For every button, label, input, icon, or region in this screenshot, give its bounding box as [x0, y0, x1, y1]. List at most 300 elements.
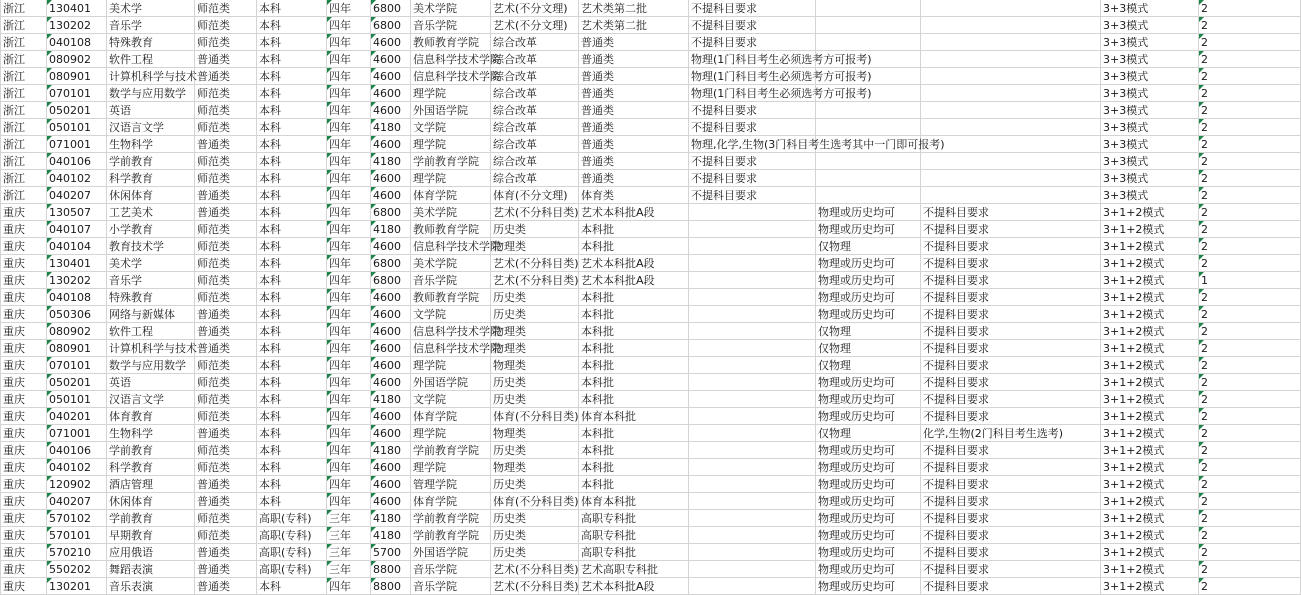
cell-major-category[interactable]: 普通类 [195, 51, 257, 68]
cell-education-level[interactable]: 本科 [257, 578, 327, 595]
cell-province[interactable]: 浙江 [1, 34, 47, 51]
cell-exam-mode[interactable]: 3+1+2模式 [1101, 323, 1199, 340]
cell-major-name[interactable]: 汉语言文学 [107, 391, 195, 408]
cell-subject-requirement[interactable] [689, 306, 816, 323]
cell-duration[interactable]: 四年 [327, 187, 371, 204]
cell-province[interactable]: 浙江 [1, 51, 47, 68]
cell-major-name[interactable]: 网络与新媒体 [107, 306, 195, 323]
cell-subject-requirement[interactable] [689, 204, 816, 221]
cell-education-level[interactable]: 高职(专科) [257, 544, 327, 561]
cell-re-select-requirement[interactable]: 不提科目要求 [921, 306, 1101, 323]
cell-exam-mode[interactable]: 3+3模式 [1101, 119, 1199, 136]
cell-major-category[interactable]: 师范类 [195, 527, 257, 544]
cell-education-level[interactable]: 本科 [257, 34, 327, 51]
cell-admission-batch[interactable]: 本科批 [579, 442, 689, 459]
cell-province[interactable]: 浙江 [1, 17, 47, 34]
cell-college[interactable]: 学前教育学院 [411, 442, 491, 459]
cell-major-category[interactable]: 普通类 [195, 578, 257, 595]
cell-college[interactable]: 外国语学院 [411, 374, 491, 391]
cell-subject-type[interactable]: 艺术(不分科目类) [491, 578, 579, 595]
cell-major-name[interactable]: 体育教育 [107, 408, 195, 425]
cell-duration[interactable]: 三年 [327, 527, 371, 544]
cell-exam-mode[interactable]: 3+3模式 [1101, 153, 1199, 170]
cell-major-name[interactable]: 休闲体育 [107, 493, 195, 510]
cell-subject-requirement[interactable] [689, 442, 816, 459]
cell-tuition[interactable]: 4180 [371, 153, 411, 170]
cell-college[interactable]: 美术学院 [411, 255, 491, 272]
cell-tuition[interactable]: 4180 [371, 527, 411, 544]
cell-education-level[interactable]: 本科 [257, 459, 327, 476]
cell-major-name[interactable]: 酒店管理 [107, 476, 195, 493]
cell-major-name[interactable]: 计算机科学与技术 [107, 68, 195, 85]
cell-plan-count[interactable]: 2 [1199, 323, 1301, 340]
cell-subject-type[interactable]: 综合改革 [491, 34, 579, 51]
cell-tuition[interactable]: 4180 [371, 510, 411, 527]
cell-major-code[interactable]: 071001 [47, 136, 107, 153]
cell-re-select-requirement[interactable]: 不提科目要求 [921, 255, 1101, 272]
cell-tuition[interactable]: 4600 [371, 102, 411, 119]
cell-plan-count[interactable]: 2 [1199, 238, 1301, 255]
cell-exam-mode[interactable]: 3+1+2模式 [1101, 357, 1199, 374]
cell-subject-requirement[interactable] [689, 510, 816, 527]
cell-college[interactable]: 体育学院 [411, 408, 491, 425]
cell-tuition[interactable]: 4600 [371, 357, 411, 374]
cell-education-level[interactable]: 高职(专科) [257, 561, 327, 578]
cell-major-category[interactable]: 师范类 [195, 85, 257, 102]
cell-subject-type[interactable]: 历史类 [491, 544, 579, 561]
cell-plan-count[interactable]: 1 [1199, 272, 1301, 289]
cell-admission-batch[interactable]: 普通类 [579, 153, 689, 170]
cell-exam-mode[interactable]: 3+3模式 [1101, 102, 1199, 119]
cell-province[interactable]: 浙江 [1, 136, 47, 153]
cell-duration[interactable]: 四年 [327, 374, 371, 391]
cell-major-category[interactable]: 普通类 [195, 306, 257, 323]
cell-major-name[interactable]: 舞蹈表演 [107, 561, 195, 578]
cell-exam-mode[interactable]: 3+1+2模式 [1101, 374, 1199, 391]
cell-college[interactable]: 文学院 [411, 119, 491, 136]
cell-exam-mode[interactable]: 3+1+2模式 [1101, 425, 1199, 442]
cell-first-subject[interactable] [816, 34, 921, 51]
cell-subject-type[interactable]: 综合改革 [491, 68, 579, 85]
cell-subject-type[interactable]: 综合改革 [491, 153, 579, 170]
cell-education-level[interactable]: 本科 [257, 0, 327, 17]
cell-first-subject[interactable] [816, 0, 921, 17]
cell-major-name[interactable]: 科学教育 [107, 170, 195, 187]
cell-exam-mode[interactable]: 3+1+2模式 [1101, 561, 1199, 578]
cell-first-subject[interactable] [816, 102, 921, 119]
cell-plan-count[interactable]: 2 [1199, 17, 1301, 34]
cell-admission-batch[interactable]: 本科批 [579, 425, 689, 442]
cell-major-code[interactable]: 570102 [47, 510, 107, 527]
cell-province[interactable]: 浙江 [1, 68, 47, 85]
cell-major-code[interactable]: 130201 [47, 578, 107, 595]
cell-major-category[interactable]: 师范类 [195, 153, 257, 170]
cell-major-code[interactable]: 570210 [47, 544, 107, 561]
cell-tuition[interactable]: 4600 [371, 187, 411, 204]
cell-education-level[interactable]: 本科 [257, 374, 327, 391]
cell-major-category[interactable]: 师范类 [195, 459, 257, 476]
cell-subject-type[interactable]: 艺术(不分文理) [491, 17, 579, 34]
cell-admission-batch[interactable]: 艺术类第二批 [579, 17, 689, 34]
cell-subject-type[interactable]: 物理类 [491, 323, 579, 340]
cell-first-subject[interactable]: 仅物理 [816, 323, 921, 340]
cell-plan-count[interactable]: 2 [1199, 442, 1301, 459]
cell-subject-type[interactable]: 历史类 [491, 510, 579, 527]
cell-major-name[interactable]: 特殊教育 [107, 289, 195, 306]
cell-education-level[interactable]: 本科 [257, 102, 327, 119]
cell-tuition[interactable]: 4600 [371, 340, 411, 357]
cell-duration[interactable]: 四年 [327, 238, 371, 255]
cell-tuition[interactable]: 4600 [371, 323, 411, 340]
cell-major-name[interactable]: 生物科学 [107, 136, 195, 153]
cell-first-subject[interactable]: 物理或历史均可 [816, 221, 921, 238]
cell-exam-mode[interactable]: 3+1+2模式 [1101, 408, 1199, 425]
cell-subject-requirement[interactable]: 不提科目要求 [689, 34, 816, 51]
cell-plan-count[interactable]: 2 [1199, 459, 1301, 476]
cell-admission-batch[interactable]: 高职专科批 [579, 544, 689, 561]
cell-admission-batch[interactable]: 本科批 [579, 289, 689, 306]
cell-college[interactable]: 教师教育学院 [411, 289, 491, 306]
cell-province[interactable]: 重庆 [1, 323, 47, 340]
cell-subject-requirement[interactable]: 不提科目要求 [689, 170, 816, 187]
cell-duration[interactable]: 四年 [327, 0, 371, 17]
cell-plan-count[interactable]: 2 [1199, 544, 1301, 561]
cell-subject-type[interactable]: 艺术(不分科目类) [491, 272, 579, 289]
cell-subject-type[interactable]: 物理类 [491, 425, 579, 442]
cell-subject-requirement[interactable] [689, 578, 816, 595]
cell-exam-mode[interactable]: 3+1+2模式 [1101, 340, 1199, 357]
cell-province[interactable]: 重庆 [1, 272, 47, 289]
cell-province[interactable]: 重庆 [1, 442, 47, 459]
cell-tuition[interactable]: 4600 [371, 170, 411, 187]
cell-major-name[interactable]: 小学教育 [107, 221, 195, 238]
cell-exam-mode[interactable]: 3+3模式 [1101, 136, 1199, 153]
cell-duration[interactable]: 四年 [327, 17, 371, 34]
cell-re-select-requirement[interactable]: 不提科目要求 [921, 204, 1101, 221]
cell-major-code[interactable]: 040207 [47, 493, 107, 510]
cell-major-category[interactable]: 普通类 [195, 544, 257, 561]
cell-first-subject[interactable]: 仅物理 [816, 340, 921, 357]
cell-education-level[interactable]: 本科 [257, 289, 327, 306]
cell-college[interactable]: 体育学院 [411, 493, 491, 510]
cell-re-select-requirement[interactable] [921, 0, 1101, 17]
cell-re-select-requirement[interactable]: 不提科目要求 [921, 272, 1101, 289]
cell-re-select-requirement[interactable]: 化学,生物(2门科目考生选考) [921, 425, 1101, 442]
cell-education-level[interactable]: 本科 [257, 442, 327, 459]
cell-subject-requirement[interactable]: 不提科目要求 [689, 119, 816, 136]
cell-major-code[interactable]: 040104 [47, 238, 107, 255]
cell-re-select-requirement[interactable]: 不提科目要求 [921, 510, 1101, 527]
cell-duration[interactable]: 四年 [327, 51, 371, 68]
cell-major-name[interactable]: 学前教育 [107, 442, 195, 459]
cell-admission-batch[interactable]: 本科批 [579, 391, 689, 408]
cell-college[interactable]: 音乐学院 [411, 561, 491, 578]
cell-province[interactable]: 浙江 [1, 119, 47, 136]
cell-plan-count[interactable]: 2 [1199, 476, 1301, 493]
cell-major-category[interactable]: 师范类 [195, 238, 257, 255]
cell-major-category[interactable]: 普通类 [195, 561, 257, 578]
cell-duration[interactable]: 四年 [327, 204, 371, 221]
cell-major-name[interactable]: 特殊教育 [107, 34, 195, 51]
cell-education-level[interactable]: 本科 [257, 357, 327, 374]
cell-admission-batch[interactable]: 体育本科批 [579, 493, 689, 510]
cell-college[interactable]: 文学院 [411, 391, 491, 408]
cell-duration[interactable]: 四年 [327, 408, 371, 425]
cell-subject-requirement[interactable] [689, 374, 816, 391]
cell-subject-type[interactable]: 历史类 [491, 289, 579, 306]
cell-re-select-requirement[interactable]: 不提科目要求 [921, 544, 1101, 561]
cell-education-level[interactable]: 本科 [257, 340, 327, 357]
cell-major-category[interactable]: 师范类 [195, 221, 257, 238]
cell-province[interactable]: 重庆 [1, 408, 47, 425]
cell-exam-mode[interactable]: 3+3模式 [1101, 68, 1199, 85]
cell-admission-batch[interactable]: 高职专科批 [579, 527, 689, 544]
cell-first-subject[interactable]: 物理或历史均可 [816, 578, 921, 595]
cell-major-name[interactable]: 工艺美术 [107, 204, 195, 221]
cell-re-select-requirement[interactable]: 不提科目要求 [921, 408, 1101, 425]
cell-admission-batch[interactable]: 普通类 [579, 85, 689, 102]
cell-first-subject[interactable]: 物理或历史均可 [816, 408, 921, 425]
cell-college[interactable]: 信息科学技术学院 [411, 51, 491, 68]
cell-duration[interactable]: 四年 [327, 425, 371, 442]
cell-plan-count[interactable]: 2 [1199, 187, 1301, 204]
cell-exam-mode[interactable]: 3+1+2模式 [1101, 289, 1199, 306]
cell-college[interactable]: 学前教育学院 [411, 510, 491, 527]
cell-major-category[interactable]: 普通类 [195, 136, 257, 153]
cell-tuition[interactable]: 4180 [371, 119, 411, 136]
cell-province[interactable]: 重庆 [1, 340, 47, 357]
cell-major-category[interactable]: 师范类 [195, 272, 257, 289]
cell-exam-mode[interactable]: 3+1+2模式 [1101, 221, 1199, 238]
cell-subject-type[interactable]: 历史类 [491, 306, 579, 323]
cell-college[interactable]: 外国语学院 [411, 102, 491, 119]
cell-major-code[interactable]: 050101 [47, 119, 107, 136]
cell-subject-requirement[interactable] [689, 408, 816, 425]
cell-duration[interactable]: 四年 [327, 102, 371, 119]
cell-college[interactable]: 管理学院 [411, 476, 491, 493]
cell-major-category[interactable]: 师范类 [195, 0, 257, 17]
cell-education-level[interactable]: 本科 [257, 17, 327, 34]
cell-admission-batch[interactable]: 本科批 [579, 459, 689, 476]
cell-plan-count[interactable]: 2 [1199, 119, 1301, 136]
cell-major-category[interactable]: 师范类 [195, 255, 257, 272]
cell-subject-requirement[interactable] [689, 544, 816, 561]
cell-re-select-requirement[interactable]: 不提科目要求 [921, 374, 1101, 391]
cell-first-subject[interactable] [816, 170, 921, 187]
cell-college[interactable]: 音乐学院 [411, 578, 491, 595]
cell-province[interactable]: 浙江 [1, 85, 47, 102]
cell-major-code[interactable]: 130401 [47, 255, 107, 272]
cell-subject-requirement[interactable]: 物理(1门科目考生必须选考方可报考) [689, 68, 816, 85]
cell-college[interactable]: 音乐学院 [411, 272, 491, 289]
cell-subject-type[interactable]: 历史类 [491, 527, 579, 544]
cell-subject-type[interactable]: 物理类 [491, 357, 579, 374]
cell-plan-count[interactable]: 2 [1199, 51, 1301, 68]
cell-major-code[interactable]: 040102 [47, 459, 107, 476]
cell-province[interactable]: 重庆 [1, 510, 47, 527]
cell-major-category[interactable]: 普通类 [195, 425, 257, 442]
cell-major-code[interactable]: 071001 [47, 425, 107, 442]
cell-first-subject[interactable]: 物理或历史均可 [816, 544, 921, 561]
cell-duration[interactable]: 四年 [327, 221, 371, 238]
cell-major-name[interactable]: 英语 [107, 102, 195, 119]
cell-exam-mode[interactable]: 3+3模式 [1101, 187, 1199, 204]
cell-major-code[interactable]: 040108 [47, 34, 107, 51]
cell-subject-requirement[interactable] [689, 493, 816, 510]
cell-exam-mode[interactable]: 3+1+2模式 [1101, 272, 1199, 289]
cell-duration[interactable]: 四年 [327, 255, 371, 272]
cell-admission-batch[interactable]: 艺术本科批A段 [579, 204, 689, 221]
cell-first-subject[interactable]: 仅物理 [816, 238, 921, 255]
cell-major-category[interactable]: 普通类 [195, 204, 257, 221]
cell-re-select-requirement[interactable]: 不提科目要求 [921, 527, 1101, 544]
cell-tuition[interactable]: 5700 [371, 544, 411, 561]
cell-first-subject[interactable] [816, 187, 921, 204]
cell-subject-type[interactable]: 物理类 [491, 340, 579, 357]
cell-duration[interactable]: 四年 [327, 578, 371, 595]
cell-first-subject[interactable]: 物理或历史均可 [816, 289, 921, 306]
cell-plan-count[interactable]: 2 [1199, 578, 1301, 595]
cell-subject-requirement[interactable] [689, 238, 816, 255]
cell-subject-requirement[interactable]: 不提科目要求 [689, 0, 816, 17]
cell-duration[interactable]: 四年 [327, 306, 371, 323]
cell-education-level[interactable]: 本科 [257, 425, 327, 442]
cell-re-select-requirement[interactable] [921, 34, 1101, 51]
cell-duration[interactable]: 三年 [327, 544, 371, 561]
cell-re-select-requirement[interactable]: 不提科目要求 [921, 561, 1101, 578]
cell-tuition[interactable]: 4180 [371, 221, 411, 238]
cell-major-code[interactable]: 080902 [47, 323, 107, 340]
cell-province[interactable]: 重庆 [1, 561, 47, 578]
cell-college[interactable]: 理学院 [411, 425, 491, 442]
cell-education-level[interactable]: 本科 [257, 136, 327, 153]
cell-province[interactable]: 重庆 [1, 289, 47, 306]
cell-education-level[interactable]: 本科 [257, 272, 327, 289]
cell-first-subject[interactable]: 物理或历史均可 [816, 459, 921, 476]
cell-exam-mode[interactable]: 3+1+2模式 [1101, 476, 1199, 493]
cell-college[interactable]: 理学院 [411, 170, 491, 187]
cell-exam-mode[interactable]: 3+1+2模式 [1101, 527, 1199, 544]
cell-plan-count[interactable]: 2 [1199, 221, 1301, 238]
cell-subject-type[interactable]: 综合改革 [491, 102, 579, 119]
cell-major-name[interactable]: 音乐学 [107, 272, 195, 289]
cell-major-code[interactable]: 550202 [47, 561, 107, 578]
cell-major-code[interactable]: 130507 [47, 204, 107, 221]
cell-major-name[interactable]: 软件工程 [107, 51, 195, 68]
cell-subject-requirement[interactable]: 物理,化学,生物(3门科目考生选考其中一门即可报考) [689, 136, 816, 153]
cell-subject-requirement[interactable]: 不提科目要求 [689, 187, 816, 204]
cell-plan-count[interactable]: 2 [1199, 68, 1301, 85]
cell-subject-requirement[interactable]: 物理(1门科目考生必须选考方可报考) [689, 85, 816, 102]
cell-province[interactable]: 重庆 [1, 459, 47, 476]
cell-college[interactable]: 信息科学技术学院 [411, 238, 491, 255]
cell-admission-batch[interactable]: 艺术高职专科批 [579, 561, 689, 578]
cell-subject-type[interactable]: 历史类 [491, 221, 579, 238]
cell-college[interactable]: 体育学院 [411, 187, 491, 204]
cell-education-level[interactable]: 本科 [257, 493, 327, 510]
cell-major-name[interactable]: 软件工程 [107, 323, 195, 340]
cell-re-select-requirement[interactable]: 不提科目要求 [921, 578, 1101, 595]
cell-re-select-requirement[interactable]: 不提科目要求 [921, 357, 1101, 374]
cell-province[interactable]: 重庆 [1, 544, 47, 561]
cell-exam-mode[interactable]: 3+1+2模式 [1101, 306, 1199, 323]
cell-province[interactable]: 重庆 [1, 476, 47, 493]
cell-exam-mode[interactable]: 3+1+2模式 [1101, 544, 1199, 561]
cell-subject-requirement[interactable] [689, 340, 816, 357]
cell-re-select-requirement[interactable] [921, 153, 1101, 170]
cell-plan-count[interactable]: 2 [1199, 102, 1301, 119]
cell-major-category[interactable]: 普通类 [195, 340, 257, 357]
cell-plan-count[interactable]: 2 [1199, 408, 1301, 425]
cell-re-select-requirement[interactable] [921, 102, 1101, 119]
cell-major-code[interactable]: 050101 [47, 391, 107, 408]
cell-re-select-requirement[interactable] [921, 85, 1101, 102]
cell-subject-requirement[interactable] [689, 476, 816, 493]
cell-admission-batch[interactable]: 艺术类第二批 [579, 0, 689, 17]
cell-duration[interactable]: 四年 [327, 289, 371, 306]
cell-education-level[interactable]: 本科 [257, 255, 327, 272]
cell-subject-type[interactable]: 艺术(不分科目类) [491, 255, 579, 272]
cell-college[interactable]: 信息科学技术学院 [411, 68, 491, 85]
cell-subject-type[interactable]: 体育(不分文理) [491, 187, 579, 204]
cell-tuition[interactable]: 8800 [371, 561, 411, 578]
cell-tuition[interactable]: 4600 [371, 34, 411, 51]
cell-exam-mode[interactable]: 3+1+2模式 [1101, 391, 1199, 408]
cell-major-name[interactable]: 计算机科学与技术 [107, 340, 195, 357]
cell-province[interactable]: 浙江 [1, 187, 47, 204]
cell-tuition[interactable]: 4600 [371, 459, 411, 476]
cell-first-subject[interactable]: 物理或历史均可 [816, 255, 921, 272]
cell-admission-batch[interactable]: 本科批 [579, 357, 689, 374]
cell-subject-requirement[interactable] [689, 527, 816, 544]
cell-major-category[interactable]: 师范类 [195, 119, 257, 136]
cell-first-subject[interactable]: 物理或历史均可 [816, 493, 921, 510]
cell-major-category[interactable]: 师范类 [195, 34, 257, 51]
cell-major-code[interactable]: 040106 [47, 153, 107, 170]
cell-plan-count[interactable]: 2 [1199, 493, 1301, 510]
cell-province[interactable]: 重庆 [1, 255, 47, 272]
cell-plan-count[interactable]: 2 [1199, 255, 1301, 272]
cell-plan-count[interactable]: 2 [1199, 527, 1301, 544]
cell-major-category[interactable]: 普通类 [195, 68, 257, 85]
cell-duration[interactable]: 四年 [327, 476, 371, 493]
cell-duration[interactable]: 四年 [327, 357, 371, 374]
cell-major-name[interactable]: 教育技术学 [107, 238, 195, 255]
cell-college[interactable]: 信息科学技术学院 [411, 340, 491, 357]
cell-subject-requirement[interactable] [689, 357, 816, 374]
cell-first-subject[interactable]: 物理或历史均可 [816, 527, 921, 544]
cell-major-code[interactable]: 040108 [47, 289, 107, 306]
cell-education-level[interactable]: 高职(专科) [257, 510, 327, 527]
cell-education-level[interactable]: 本科 [257, 238, 327, 255]
cell-exam-mode[interactable]: 3+1+2模式 [1101, 238, 1199, 255]
cell-plan-count[interactable]: 2 [1199, 306, 1301, 323]
cell-tuition[interactable]: 4180 [371, 391, 411, 408]
cell-first-subject[interactable]: 物理或历史均可 [816, 204, 921, 221]
cell-duration[interactable]: 四年 [327, 340, 371, 357]
cell-plan-count[interactable]: 2 [1199, 170, 1301, 187]
cell-subject-type[interactable]: 艺术(不分文理) [491, 0, 579, 17]
cell-subject-type[interactable]: 综合改革 [491, 85, 579, 102]
cell-plan-count[interactable]: 2 [1199, 391, 1301, 408]
cell-major-code[interactable]: 050201 [47, 102, 107, 119]
cell-province[interactable]: 重庆 [1, 374, 47, 391]
cell-re-select-requirement[interactable]: 不提科目要求 [921, 476, 1101, 493]
cell-plan-count[interactable]: 2 [1199, 289, 1301, 306]
cell-admission-batch[interactable]: 普通类 [579, 170, 689, 187]
cell-duration[interactable]: 四年 [327, 34, 371, 51]
cell-admission-batch[interactable]: 高职专科批 [579, 510, 689, 527]
